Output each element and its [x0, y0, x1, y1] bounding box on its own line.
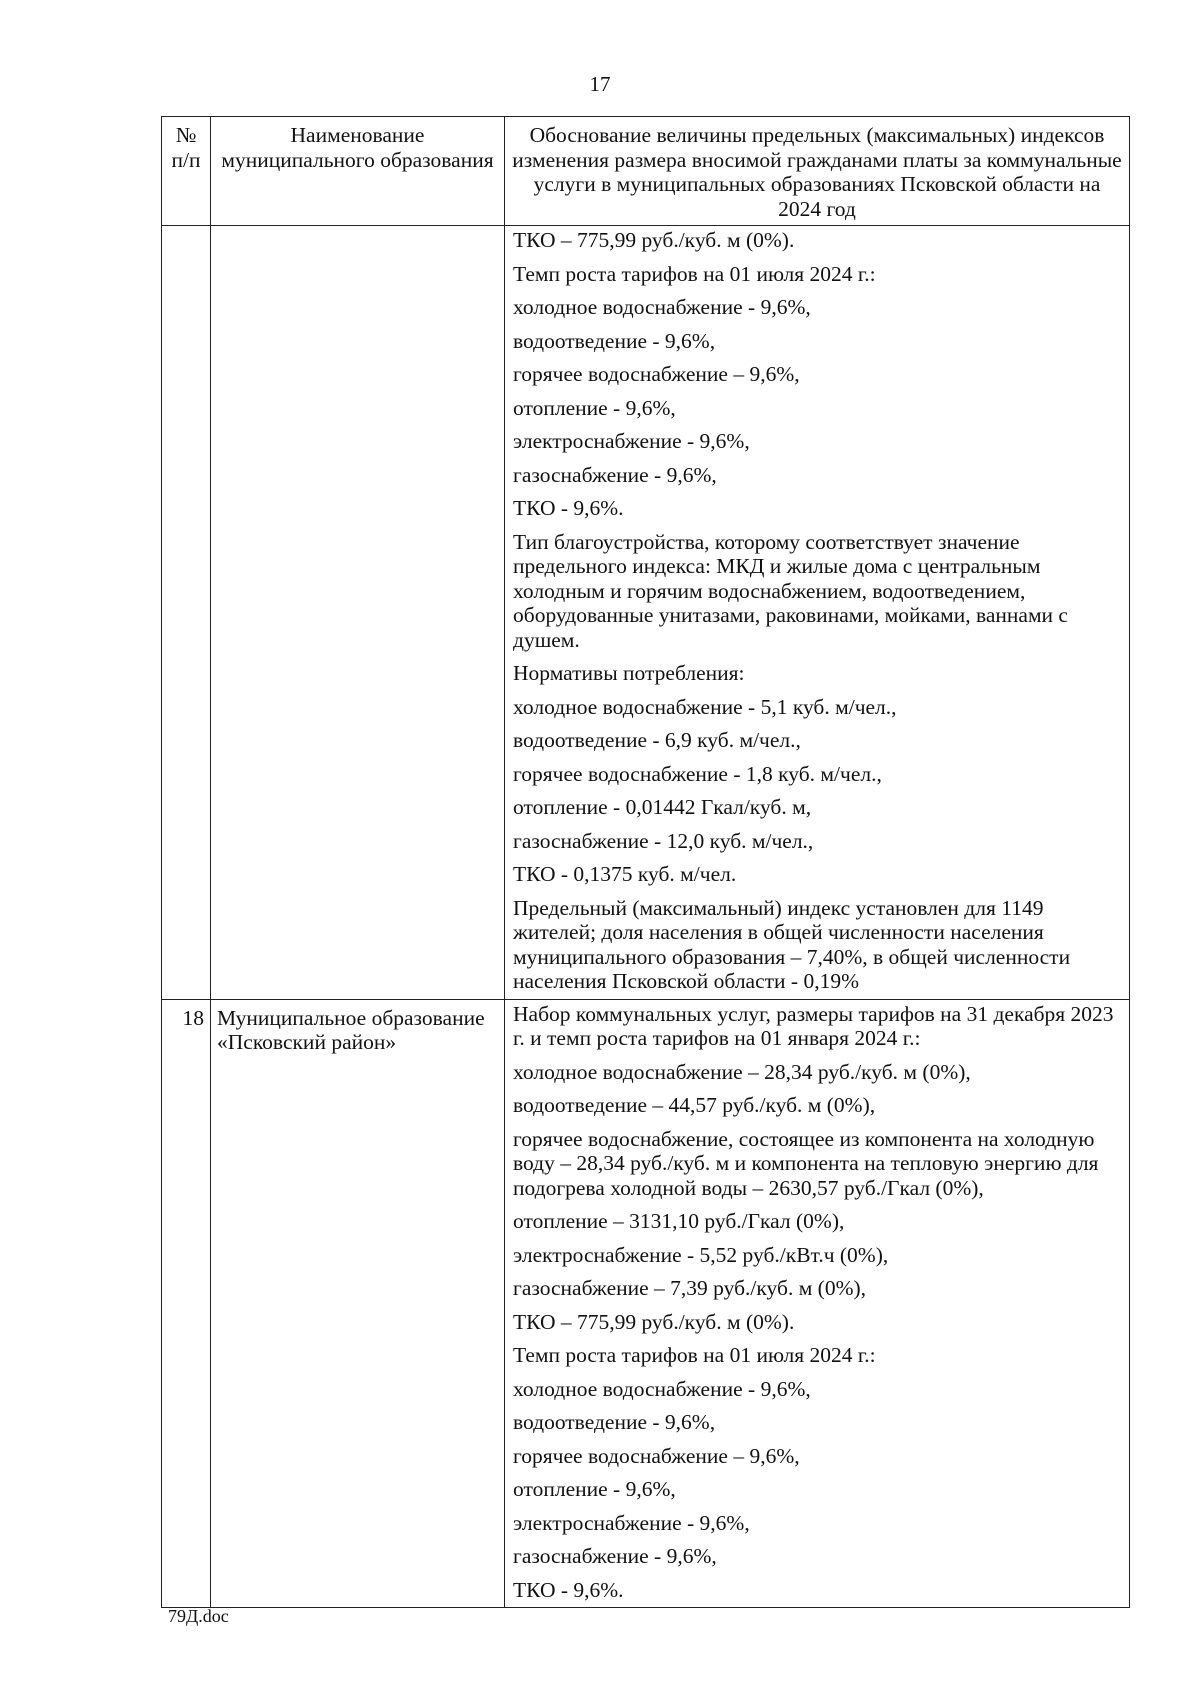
justification-paragraph: Предельный (максимальный) индекс установлен для 1149 жителей; доля населения в общей численности населения муниципального образования – 7,40%, в общей численности населения Псковской области - 0,19% — [513, 895, 1071, 993]
row-number-cell: 18 — [162, 999, 211, 1608]
footer-filename: 79Д.doc — [168, 1606, 229, 1626]
header-municipality-name: Наименование муниципального образования — [211, 117, 505, 226]
justification-paragraph: газоснабжение - 9,6%, — [513, 1544, 717, 1568]
justification-paragraph: электроснабжение - 5,52 руб./кВт.ч (0%), — [513, 1242, 889, 1267]
justification-paragraph: Темп роста тарифов на 01 июля 2024 г.: — [513, 261, 876, 286]
justification-paragraph: отопление - 9,6%, — [513, 395, 676, 420]
justification-paragraph: горячее водоснабжение – 9,6%, — [513, 1443, 800, 1468]
justification-paragraph: ТКО - 9,6%. — [513, 496, 624, 520]
justification-paragraph: ТКО - 9,6%. — [513, 1577, 624, 1602]
justification-paragraph: водоотведение – 44,57 руб./куб. м (0%), — [513, 1093, 876, 1117]
justification-paragraph: ТКО – 775,99 руб./куб. м (0%). — [513, 228, 795, 252]
justification-paragraph: отопление - 9,6%, — [513, 1477, 676, 1501]
justification-paragraph: водоотведение - 9,6%, — [513, 328, 716, 353]
justification-paragraph: газоснабжение - 9,6%, — [513, 462, 717, 487]
justification-paragraph: горячее водоснабжение, состоящее из компонента на холодную воду – 28,34 руб./куб. м и компонента на тепловую энергию для подогрева холодной воды – 2630,57 руб./Гкал (0%), — [513, 1126, 1099, 1200]
justification-paragraph: водоотведение - 9,6%, — [513, 1410, 716, 1434]
justification-paragraph: отопление - 0,01442 Гкал/куб. м, — [513, 795, 812, 819]
justification-paragraph: горячее водоснабжение – 9,6%, — [513, 362, 800, 386]
justification-paragraph: газоснабжение - 12,0 куб. м/чел., — [513, 828, 814, 853]
table-header-row — [162, 117, 1130, 226]
justification-paragraph: ТКО – 775,99 руб./куб. м (0%). — [513, 1309, 795, 1334]
justification-cell — [505, 999, 1130, 1608]
justification-paragraph: Набор коммунальных услуг, размеры тарифов на 31 декабря 2023 г. и темп роста тарифов на 01 января 2024 г.: — [513, 1001, 1114, 1050]
justification-paragraph: холодное водоснабжение - 9,6%, — [513, 1376, 811, 1401]
justification-paragraph: горячее водоснабжение - 1,8 куб. м/чел., — [513, 761, 882, 786]
municipality-name-cell: Муниципальное образование «Псковский район» — [211, 999, 505, 1608]
justification-paragraph: электроснабжение - 9,6%, — [513, 1510, 750, 1535]
justification-paragraph: отопление – 3131,10 руб./Гкал (0%), — [513, 1209, 845, 1233]
table-row — [162, 226, 1130, 1000]
page-number: 17 — [589, 72, 611, 96]
justification-paragraph: ТКО - 0,1375 куб. м/чел. — [513, 862, 737, 886]
justification-paragraph: газоснабжение – 7,39 руб./куб. м (0%), — [513, 1276, 867, 1300]
justification-paragraph: холодное водоснабжение – 28,34 руб./куб. м (0%), — [513, 1059, 971, 1084]
row-number-cell — [162, 226, 211, 1000]
justification-paragraph: водоотведение - 6,9 куб. м/чел., — [513, 728, 801, 752]
justification-paragraph: Тип благоустройства, которому соответствует значение предельного индекса: МКД и жилые дома с центральным холодным и горячим водоснабжением, водоотведением, оборудованные унитазами, раковинами, мойками, ваннами с душем. — [513, 529, 1068, 652]
tariff-justification-table — [161, 116, 1130, 1608]
header-justification: Обоснование величины предельных (максимальных) индексов изменения размера вносимой гражданами платы за коммунальные услуги в муниципальных образованиях Псковской области на 2024 год — [505, 117, 1130, 226]
header-number: № п/п — [162, 117, 211, 226]
justification-paragraph: Нормативы потребления: — [513, 661, 745, 685]
justification-paragraph: холодное водоснабжение - 9,6%, — [513, 295, 811, 319]
justification-paragraph: Темп роста тарифов на 01 июля 2024 г.: — [513, 1343, 876, 1367]
municipality-name-cell — [211, 226, 505, 1000]
justification-cell — [505, 226, 1130, 1000]
table-row — [162, 999, 1130, 1608]
justification-paragraph: электроснабжение - 9,6%, — [513, 429, 750, 453]
justification-paragraph: холодное водоснабжение - 5,1 куб. м/чел., — [513, 694, 897, 719]
